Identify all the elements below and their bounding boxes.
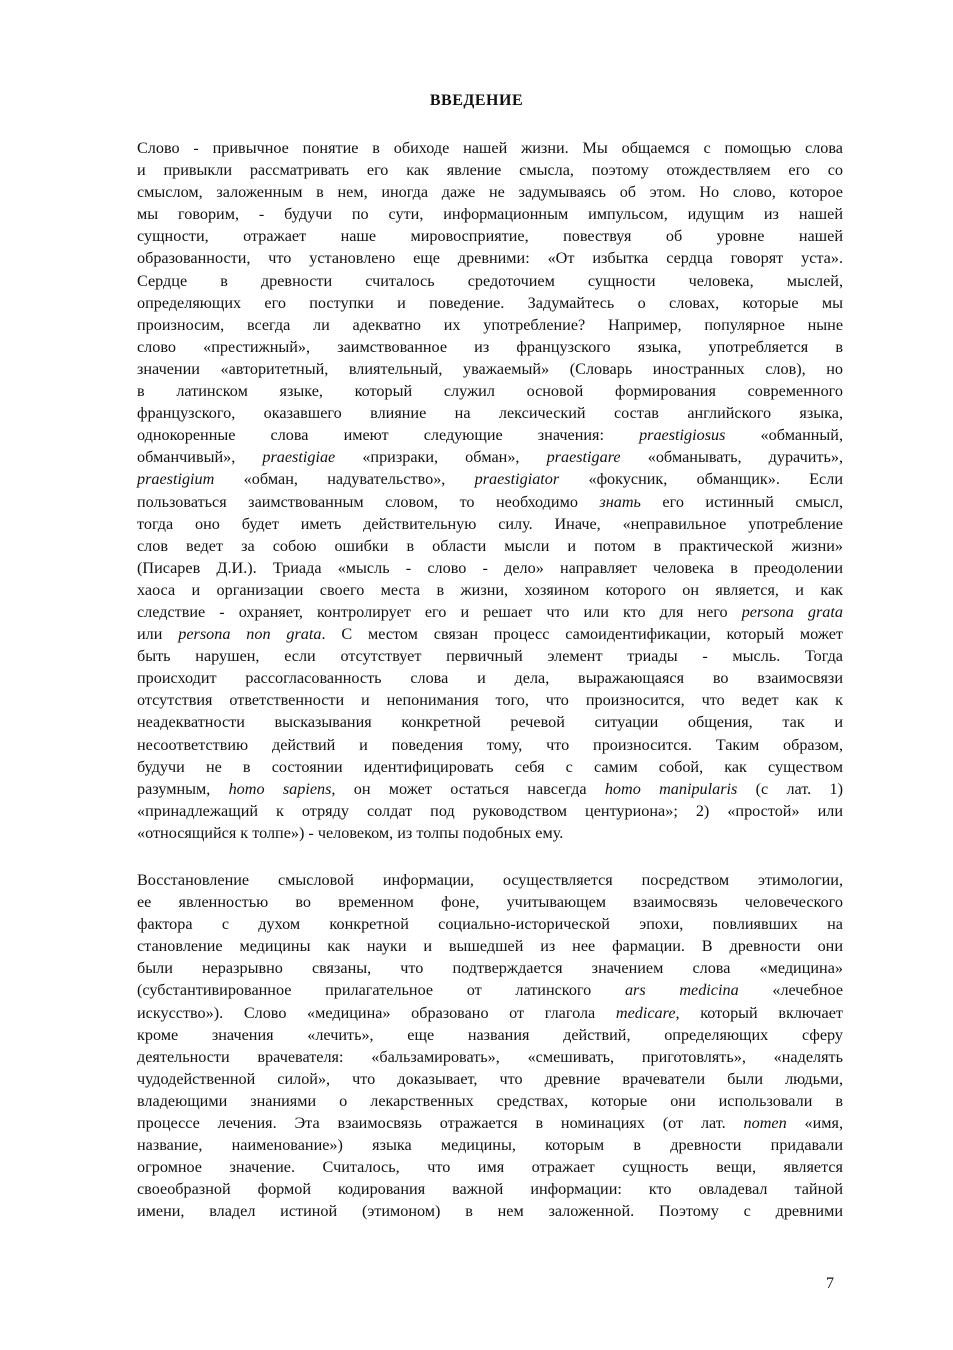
text-run: деятельности врачевателя: «бальзамировать», «смешивать, приготовлять», «наделять <box>137 1047 843 1066</box>
text-run: своеобразной формой кодирования важной информации: кто овладевал тайной <box>137 1180 843 1199</box>
italic-term: nomen <box>743 1114 787 1133</box>
text-run: становление медицины как науки и вышедшей из нее фармации. В древности они <box>137 937 843 956</box>
text-run: «обман, надувательство», <box>214 470 475 489</box>
text-run: отсутствия ответственности и непонимания того, что произносится, что ведет как к <box>137 691 843 710</box>
text-run: (субстантивированное прилагательное от латинского <box>137 981 625 1000</box>
text-line <box>137 623 843 645</box>
text-line <box>137 446 843 468</box>
text-run: его истинный смысл, <box>640 492 843 511</box>
text-run: название, наименование») языка медицины, которым в древности придавали <box>137 1136 843 1155</box>
text-line <box>137 468 843 490</box>
text-run: несоответствию действий и поведения тому, что произносится. Таким образом, <box>137 735 843 754</box>
text-line <box>137 270 843 292</box>
text-run: неадекватности высказывания конкретной речевой ситуации общения, так и <box>137 713 843 732</box>
text-run: чудодейственной силой», что доказывает, что древние врачеватели были людьми, <box>137 1069 843 1088</box>
text-run: он может остаться навсегда <box>335 779 605 798</box>
text-line <box>137 935 843 957</box>
text-run: слов ведет за собою ошибки в области мысли и потом в практической жизни» <box>137 536 843 555</box>
text-line <box>137 380 843 402</box>
italic-term: homo manipularis <box>604 779 738 798</box>
text-run: сущности, отражает наше мировосприятие, повествуя об уровне нашей <box>137 227 843 246</box>
text-line <box>137 292 843 314</box>
text-run: образованности, что установлено еще древними: «От избытка сердца говорят уста». <box>137 249 843 268</box>
italic-term: praestigiosus <box>639 426 726 445</box>
italic-term: homo sapiens, <box>228 779 336 798</box>
text-line <box>137 1024 843 1046</box>
text-run: процессе лечения. Эта взаимосвязь отражается в номинациях (от лат. <box>137 1114 744 1133</box>
text-line <box>137 225 843 247</box>
text-line <box>137 491 843 513</box>
text-run: кроме значения «лечить», еще названия действий, определяющих сферу <box>137 1025 843 1044</box>
text-run: будучи не в состоянии идентифицировать себя с самим собой, как существом <box>137 757 843 776</box>
text-run: «лечебное <box>738 981 844 1000</box>
text-line <box>137 1156 843 1178</box>
text-run: ее явленностью во временном фоне, учитывающем взаимосвязь человеческого <box>137 893 843 912</box>
text-run: значении «авторитетный, влиятельный, уважаемый» (Словарь иностранных слов), но <box>137 359 843 378</box>
text-line <box>137 891 843 913</box>
text-run: «обманный, <box>725 426 844 445</box>
text-run: Сердце в древности считалось средоточием сущности человека, мыслей, <box>137 271 843 290</box>
text-run: владеющими знаниями о лекарственных средствах, которые они использовали в <box>137 1091 843 1110</box>
text-run: происходит рассогласованность слова и дела, выражающаяся во взаимосвязи <box>137 669 843 688</box>
text-line <box>137 800 843 822</box>
text-line <box>137 645 843 667</box>
text-run: «имя, <box>786 1114 843 1133</box>
text-run: хаоса и организации своего места в жизни, хозяином которого он является, и как <box>137 580 843 599</box>
text-run: следствие - охраняет, контролирует его и решает что или кто для него <box>137 602 742 621</box>
text-run: разумным, <box>137 779 229 798</box>
page-title: ВВЕДЕНИЕ <box>429 92 524 109</box>
text-line <box>137 822 843 844</box>
text-run: фактора с духом конкретной социально-исторической эпохи, повлиявших на <box>137 915 843 934</box>
text-run: который включает <box>679 1003 843 1022</box>
text-line <box>137 358 843 380</box>
text-run: или <box>137 625 179 644</box>
italic-term: persona grata <box>741 602 843 621</box>
text-line <box>137 1112 843 1134</box>
text-line <box>137 1178 843 1200</box>
italic-term: medicare, <box>615 1003 680 1022</box>
italic-term: praestigiae <box>262 448 336 467</box>
italic-term: praestigiator <box>474 470 560 489</box>
text-run: в латинском языке, который служил основой формирования современного <box>137 382 843 401</box>
italic-term: знать <box>599 492 641 511</box>
text-line <box>137 336 843 358</box>
page-number: 7 <box>826 1275 834 1292</box>
text-run: были неразрывно связаны, что подтверждается значением слова «медицина» <box>137 959 843 978</box>
text-line <box>137 957 843 979</box>
text-line <box>137 424 843 446</box>
text-run: слово «престижный», заимствованное из французского языка, употребляется в <box>137 337 843 356</box>
text-line <box>137 1134 843 1156</box>
text-line <box>137 203 843 225</box>
text-run: (Писарев Д.И.). Триада «мысль - слово - дело» направляет человека в преодолении <box>137 558 843 577</box>
italic-term: praestigare <box>546 448 621 467</box>
text-line <box>137 734 843 756</box>
text-line <box>137 869 843 891</box>
text-line <box>137 557 843 579</box>
text-run: «принадлежащий к отряду солдат под руководством центуриона»; 2) «простой» или <box>137 801 843 820</box>
text-line <box>137 1002 843 1024</box>
text-run: «обманывать, дурачить», <box>620 448 843 467</box>
text-run: «призраки, обман», <box>335 448 547 467</box>
text-line <box>137 1046 843 1068</box>
text-line <box>137 667 843 689</box>
text-line <box>137 1200 843 1222</box>
text-line <box>137 756 843 778</box>
text-run: смыслом, заложенным в нем, иногда даже не задумываясь об этом. Но слово, которое <box>137 183 843 202</box>
text-run: произносим, всегда ли адекватно их употребление? Например, популярное ныне <box>137 315 843 334</box>
text-run: быть нарушен, если отсутствует первичный элемент триады - мысль. Тогда <box>137 647 843 666</box>
text-run: имени, владел истиной (этимоном) в нем заложенной. Поэтому с древними <box>137 1202 843 1221</box>
italic-term: ars medicina <box>624 981 739 1000</box>
text-run: тогда оно будет иметь действительную силу. Иначе, «неправильное употребление <box>137 514 843 533</box>
text-run: «фокусник, обманщик». Если <box>559 470 843 489</box>
italic-term: persona non grata <box>178 625 322 644</box>
text-line <box>137 314 843 336</box>
italic-term: praestigium <box>137 470 215 489</box>
text-line <box>137 247 843 269</box>
text-run: «относящийся к толпе») - человеком, из толпы подобных ему. <box>137 823 564 842</box>
text-run: обманчивый», <box>137 448 263 467</box>
text-line <box>137 579 843 601</box>
text-run: Слово - привычное понятие в обиходе нашей жизни. Мы общаемся с помощью слова <box>137 139 843 157</box>
text-run: однокоренные слова имеют следующие значения: <box>137 426 640 445</box>
text-line <box>137 689 843 711</box>
text-line <box>137 913 843 935</box>
text-line <box>137 159 843 181</box>
text-line <box>137 601 843 623</box>
text-line <box>137 711 843 733</box>
text-run: мы говорим, - будучи по сути, информационным импульсом, идущим из нашей <box>137 205 843 224</box>
text-line <box>137 402 843 424</box>
text-run: . С местом связан процесс самоидентификации, который может <box>321 625 843 644</box>
text-run: огромное значение. Считалось, что имя отражает сущность вещи, является <box>137 1158 843 1177</box>
text-run: пользоваться заимствованным словом, то необходимо <box>137 492 600 511</box>
text-run: и привыкли рассматривать его как явление смысла, поэтому отождествляем его со <box>137 161 843 180</box>
paragraph-2 <box>137 869 843 1223</box>
text-run: (с лат. 1) <box>737 779 843 798</box>
text-line <box>137 513 843 535</box>
text-run: французского, оказавшего влияние на лексический состав английского языка, <box>137 404 843 423</box>
text-run: Восстановление смысловой информации, осуществляется посредством этимологии, <box>137 871 843 889</box>
text-line <box>137 1090 843 1112</box>
text-line <box>137 979 843 1001</box>
text-line <box>137 137 843 159</box>
text-run: искусство»). Слово «медицина» образовано от глагола <box>137 1003 616 1022</box>
text-line <box>137 778 843 800</box>
paragraph-1 <box>137 137 843 844</box>
text-line <box>137 1068 843 1090</box>
text-line <box>137 535 843 557</box>
text-line <box>137 181 843 203</box>
text-run: определяющих его поступки и поведение. Задумайтесь о словах, которые мы <box>137 293 843 312</box>
